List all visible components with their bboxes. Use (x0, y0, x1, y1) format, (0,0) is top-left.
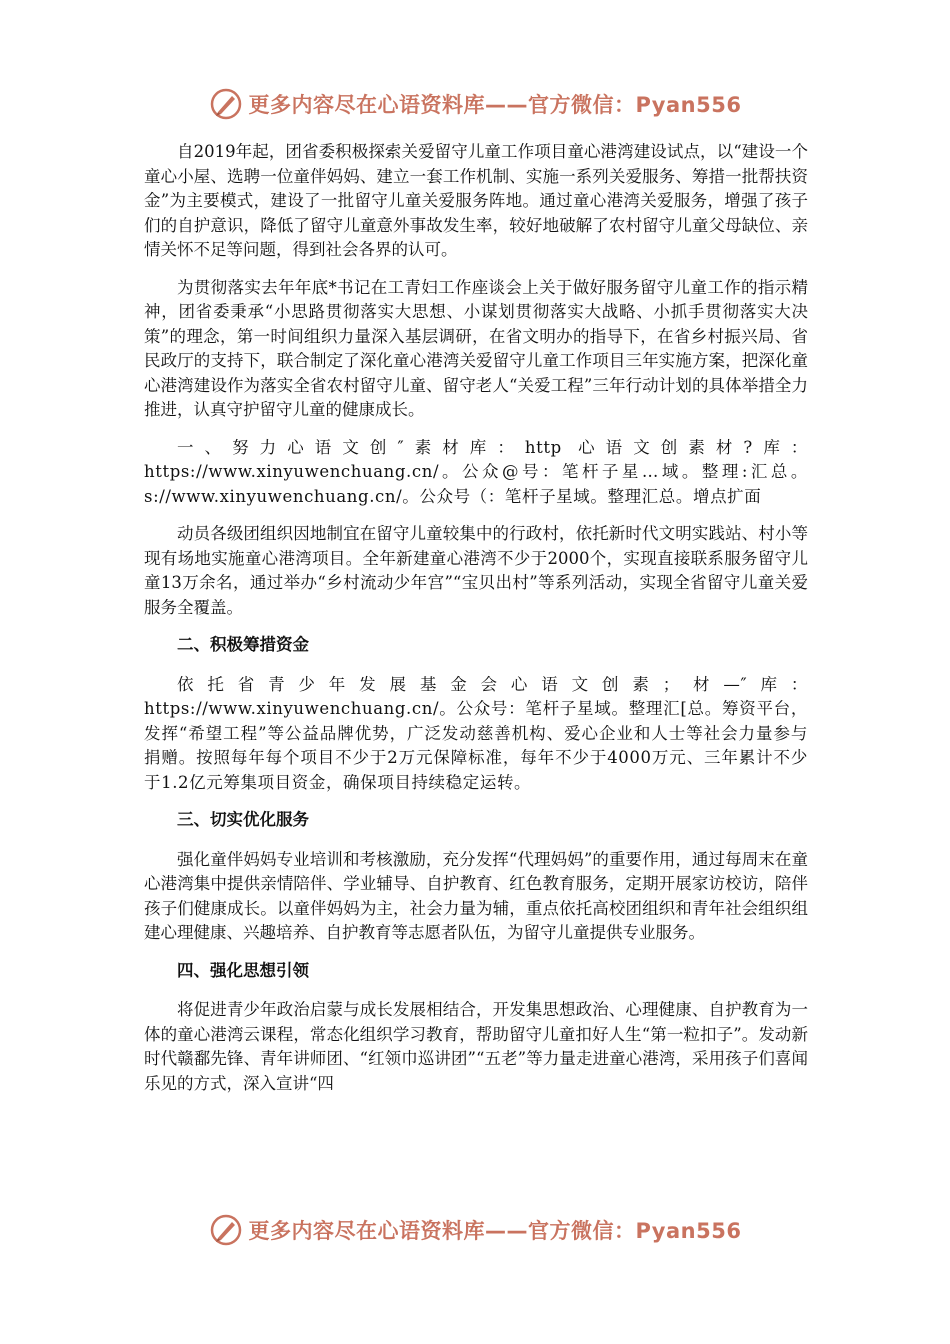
paragraph-section-4-body: 将促进青少年政治启蒙与成长发展相结合，开发集思想政治、心理健康、自护教育为一体的童心港湾云课程，常态化组织学习教育，帮助留守儿童扣好人生“第一粒扣子”。发动新时代赣鄱先锋、青年讲师团、“红领巾巡讲团”“五老”等力量走进童心港湾，采用孩子们喜闻乐见的方式，深入宣讲“四 (144, 1000, 808, 1093)
banner-text: 更多内容尽在心语资料库——官方微信：Pyan556 (248, 93, 742, 117)
pen-logo-icon (209, 87, 243, 121)
heading-section-4: 四、强化思想引领 (177, 960, 309, 980)
paragraph-section-1: 一、努力心语文创″素材库：http 心语文创素材?库：https://www.xinyuwenchuang.cn/。公众@号：笔杆子星…域。整理:汇总。s://www.xinyuwenchuang.cn/。公众号（：笔杆子星域。整理汇总。增点扩面 (144, 437, 808, 506)
paragraph-context: 为贯彻落实去年年底*书记在工青妇工作座谈会上关于做好服务留守儿童工作的指示精神，团省委秉承“小思路贯彻落实大思想、小谋划贯彻落实大战略、小抓手贯彻落实大决策”的理念，第一时间组织力量深入基层调研，在省文明办的指导下，在省乡村振兴局、省民政厅的支持下，联合制定了深化童心港湾关爱留守儿童工作项目三年实施方案，把深化童心港湾建设作为落实全省农村留守儿童、留守老人“关爱工程”三年行动计划的具体举措全力推进，认真守护留守儿童的健康成长。 (144, 277, 808, 419)
document-body (144, 140, 808, 1109)
banner-text: 更多内容尽在心语资料库——官方微信：Pyan556 (248, 1219, 742, 1243)
heading-section-2: 二、积极筹措资金 (177, 635, 309, 654)
pen-logo-icon (209, 1213, 243, 1247)
paragraph-section-1-body: 动员各级团组织因地制宜在留守儿童较集中的行政村，依托新时代文明实践站、村小等现有场地实施童心港湾项目。全年新建童心港湾不少于2000个，实现直接联系服务留守儿童13万余名，通过举办“乡村流动少年宫”“宝贝出村”等系列活动，实现全省留守儿童关爱服务全覆盖。 (144, 524, 808, 617)
paragraph-intro: 自2019年起，团省委积极探索关爱留守儿童工作项目童心港湾建设试点，以“建设一个童心小屋、选聘一位童伴妈妈、建立一套工作机制、实施一系列关爱服务、筹措一批帮扶资金”为主要模式，建设了一批留守儿童关爱服务阵地。通过童心港湾关爱服务，增强了孩子们的自护意识，降低了留守儿童意外事故发生率，较好地破解了农村留守儿童父母缺位、亲情关怀不足等问题，得到社会各界的认可。 (144, 142, 808, 259)
paragraph-section-2-body: 依托省青少年发展基金会心语文创素；材—″库：https://www.xinyuwenchuang.cn/。公众号：笔杆子星域。整理汇[总。筹资平台，发挥“希望工程”等公益品牌优势，广泛发动慈善机构、爱心企业和人士等社会力量参与捐赠。按照每年每个项目不少于2万元保障标准，每年不少于4000万元、三年累计不少于1.2亿元筹集项目资金，确保项目持续稳定运转。 (144, 674, 808, 792)
header-banner (0, 82, 950, 126)
heading-section-3: 三、切实优化服务 (177, 810, 309, 829)
footer-banner (0, 1208, 950, 1252)
paragraph-section-3-body: 强化童伴妈妈专业培训和考核激励，充分发挥“代理妈妈”的重要作用，通过每周末在童心港湾集中提供亲情陪伴、学业辅导、自护教育、红色教育服务，定期开展家访校访，陪伴孩子们健康成长。以童伴妈妈为主，社会力量为辅，重点依托高校团组织和青年社会组织组建心理健康、兴趣培养、自护教育等志愿者队伍，为留守儿童提供专业服务。 (144, 849, 808, 942)
